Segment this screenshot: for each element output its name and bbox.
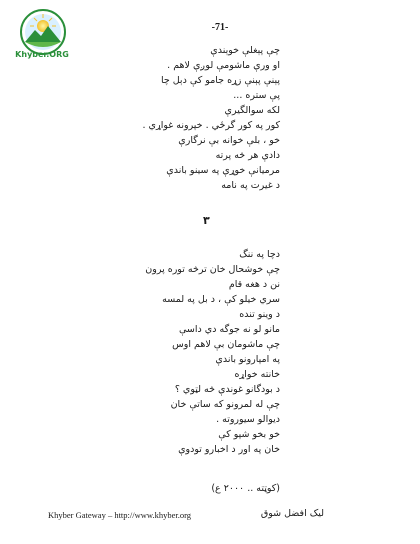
poem-line: چې له لمرونو که ساتې خان xyxy=(170,399,280,410)
poem-line: پېنې پېنې زړه جامو کې دېل چا xyxy=(160,75,280,86)
poem-line: په امپارونو باندې xyxy=(215,354,280,365)
footer-author: ليک افضل شوق xyxy=(260,508,324,519)
poem-line: ديوالو سيوروته . xyxy=(216,414,280,425)
poem-line: کور په کور گرځي . خپرونه غواړي . xyxy=(142,120,280,131)
poem-line: چې ماشومان بې لاهم اوس xyxy=(172,339,280,350)
poem-line: لکه سوالگيرې xyxy=(224,105,280,116)
poem-line: خو بخو شپو کې xyxy=(218,429,280,440)
section-marker: ۳ xyxy=(203,214,210,227)
poem-line: سري خيلو کې ، د بل په لمسه xyxy=(162,294,280,305)
logo-caption: Khyber.ORG xyxy=(15,50,69,59)
poem-line: د وينو تنده xyxy=(239,309,280,320)
poem-line: د بودگانو غوندې څه لټوي ؟ xyxy=(174,384,280,395)
poem-line: چې خوشحال خان ترڅه توره پرون xyxy=(145,264,280,275)
poem-line: پې ستره ... xyxy=(233,90,280,101)
poem-line: دچا په ننگ xyxy=(239,249,280,260)
poem-line: خان په اور د اخبارو تودوې xyxy=(178,444,280,455)
poem-line: نن د هغه قام xyxy=(228,279,280,290)
page-number: -71- xyxy=(211,22,229,33)
poem-line: او ورې ماشومې لوږې لاهم . xyxy=(167,60,280,71)
poem-line: مانو لو نه جوگه دي داسې xyxy=(179,324,280,335)
date-location-note: (کوټته .. ۲۰۰۰ ع) xyxy=(211,483,280,494)
poem-line: د غيرت په نامه xyxy=(221,180,280,191)
poem-line: چې پېغلې خوېندې xyxy=(210,45,280,56)
poem-line: دادې هر څه پرته xyxy=(215,150,280,161)
poem-line: خو ، بلې خوانه بې نرگارې xyxy=(178,135,280,146)
poem-line: مرميانې خوړې په سينو باندې xyxy=(166,165,280,176)
footer-source: Khyber Gateway – http://www.khyber.org xyxy=(48,510,192,520)
poem-line: خانته خواړه xyxy=(234,369,280,380)
